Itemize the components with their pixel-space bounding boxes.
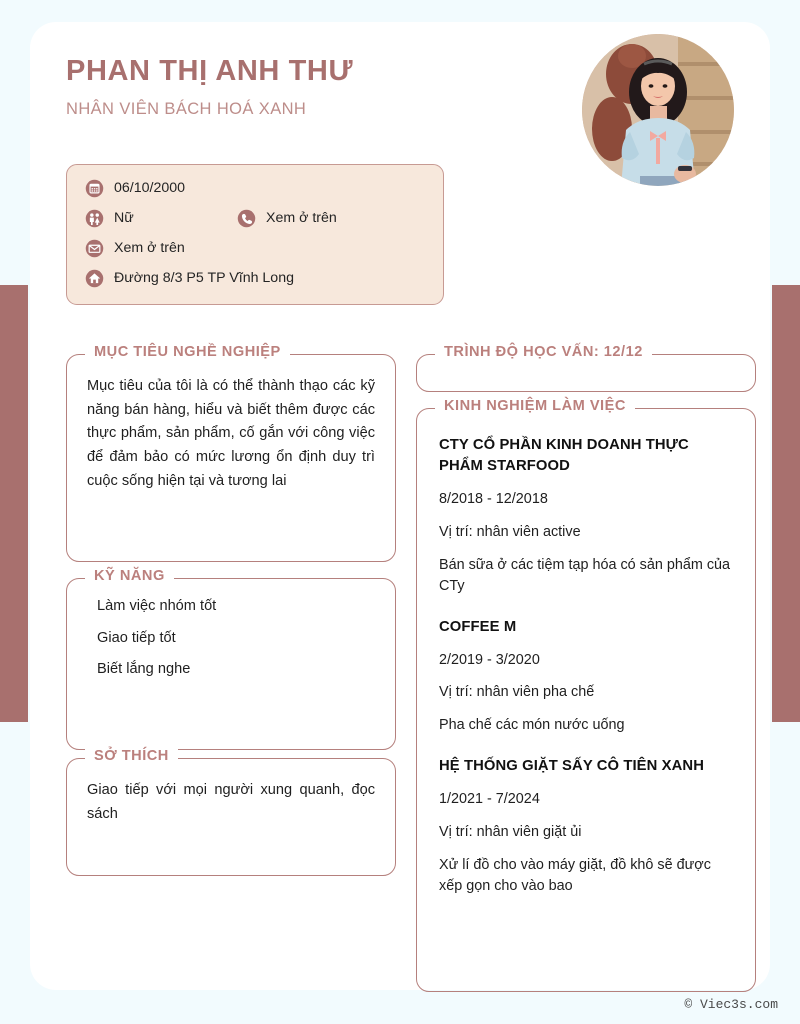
section-title-hobbies: SỞ THÍCH (85, 749, 178, 764)
footer-copyright: © Viec3s.com (684, 997, 778, 1012)
experience-description: Xử lí đồ cho vào máy giặt, đồ khô sẽ được xếp gọn cho vào bao (439, 856, 711, 894)
candidate-job-title: NHÂN VIÊN BÁCH HOÁ XANH (66, 99, 307, 118)
section-title-experience: KINH NGHIỆM LÀM VIỆC (435, 399, 635, 414)
experience-position: Vị trí: nhân viên giặt ủi (439, 824, 582, 840)
gender-icon (85, 209, 104, 228)
contact-row (85, 239, 425, 258)
section-title-skills: KỸ NĂNG (85, 569, 174, 584)
skills-body (67, 579, 395, 695)
objective-text: Mục tiêu của tôi là có thể thành thạo các kỹ năng bán hàng, hiểu và biết thêm được các thực phẩm, sản phẩm, cố gắn với công việc để đảm bảo có mức lương ổn định duy trì cuộc sống hiện tại và tương lai (87, 378, 375, 489)
hobbies-text: Giao tiếp với mọi người xung quanh, đọc sách (87, 782, 375, 822)
experience-position: Vị trí: nhân viên pha chế (439, 684, 595, 701)
contact-info-box (66, 164, 444, 305)
email-value: Xem ở trên (114, 240, 185, 257)
contact-item-gender (85, 209, 237, 228)
contact-item-address (85, 269, 294, 288)
decorative-bar-left (0, 285, 28, 722)
section-title-objective: MỤC TIÊU NGHỀ NGHIỆP (85, 345, 290, 360)
experience-description: Bán sữa ở các tiệm tạp hóa có sản phẩm của CTy (439, 556, 731, 594)
experience-period: 2/2019 - 3/2020 (439, 651, 540, 668)
hobbies-body (67, 759, 395, 844)
contact-item-email (85, 239, 185, 258)
section-work-experience (416, 398, 756, 992)
experience-company: CTY CỔ PHẦN KINH DOANH THỰC PHẨM STARFOOD (439, 437, 689, 474)
phone-value: Xem ở trên (266, 210, 337, 227)
decorative-bar-right (772, 285, 800, 722)
candidate-photo (582, 34, 734, 186)
cv-card (30, 22, 770, 990)
list-item: Làm việc nhóm tốt (97, 598, 217, 614)
list-item: Biết lắng nghe (97, 661, 191, 678)
phone-icon (237, 209, 256, 228)
experience-company: HỆ THỐNG GIẶT SẤY CÔ TIÊN XANH (439, 758, 704, 775)
experience-description: Pha chế các món nước uống (439, 717, 625, 734)
section-career-objective (66, 344, 396, 562)
address-value: Đường 8/3 P5 TP Vĩnh Long (114, 270, 294, 287)
experience-period: 8/2018 - 12/2018 (439, 491, 548, 507)
experience-entry (439, 435, 733, 597)
section-skills (66, 568, 396, 750)
section-hobbies (66, 748, 396, 876)
contact-row (85, 209, 425, 228)
experience-company: COFFEE M (439, 618, 517, 635)
experience-entry (439, 617, 733, 737)
gender-value: Nữ (114, 210, 134, 227)
candidate-name: PHAN THỊ ANH THƯ (66, 55, 354, 87)
calendar-icon (85, 179, 104, 198)
birthday-value: 06/10/2000 (114, 180, 186, 197)
contact-item-phone (237, 209, 337, 228)
portrait-illustration (582, 34, 734, 186)
experience-body (417, 409, 755, 907)
experience-position: Vị trí: nhân viên active (439, 523, 581, 540)
list-item: Giao tiếp tốt (97, 629, 176, 646)
home-icon (85, 269, 104, 288)
section-title-education: TRÌNH ĐỘ HỌC VẤN: 12/12 (435, 345, 652, 360)
objective-body (67, 355, 395, 511)
experience-entry (439, 756, 733, 897)
contact-row (85, 179, 425, 198)
section-education (416, 344, 756, 392)
contact-item-birthday (85, 179, 185, 198)
skills-list (87, 599, 375, 677)
experience-period: 1/2021 - 7/2024 (439, 791, 540, 808)
email-icon (85, 239, 104, 258)
contact-row (85, 269, 425, 288)
